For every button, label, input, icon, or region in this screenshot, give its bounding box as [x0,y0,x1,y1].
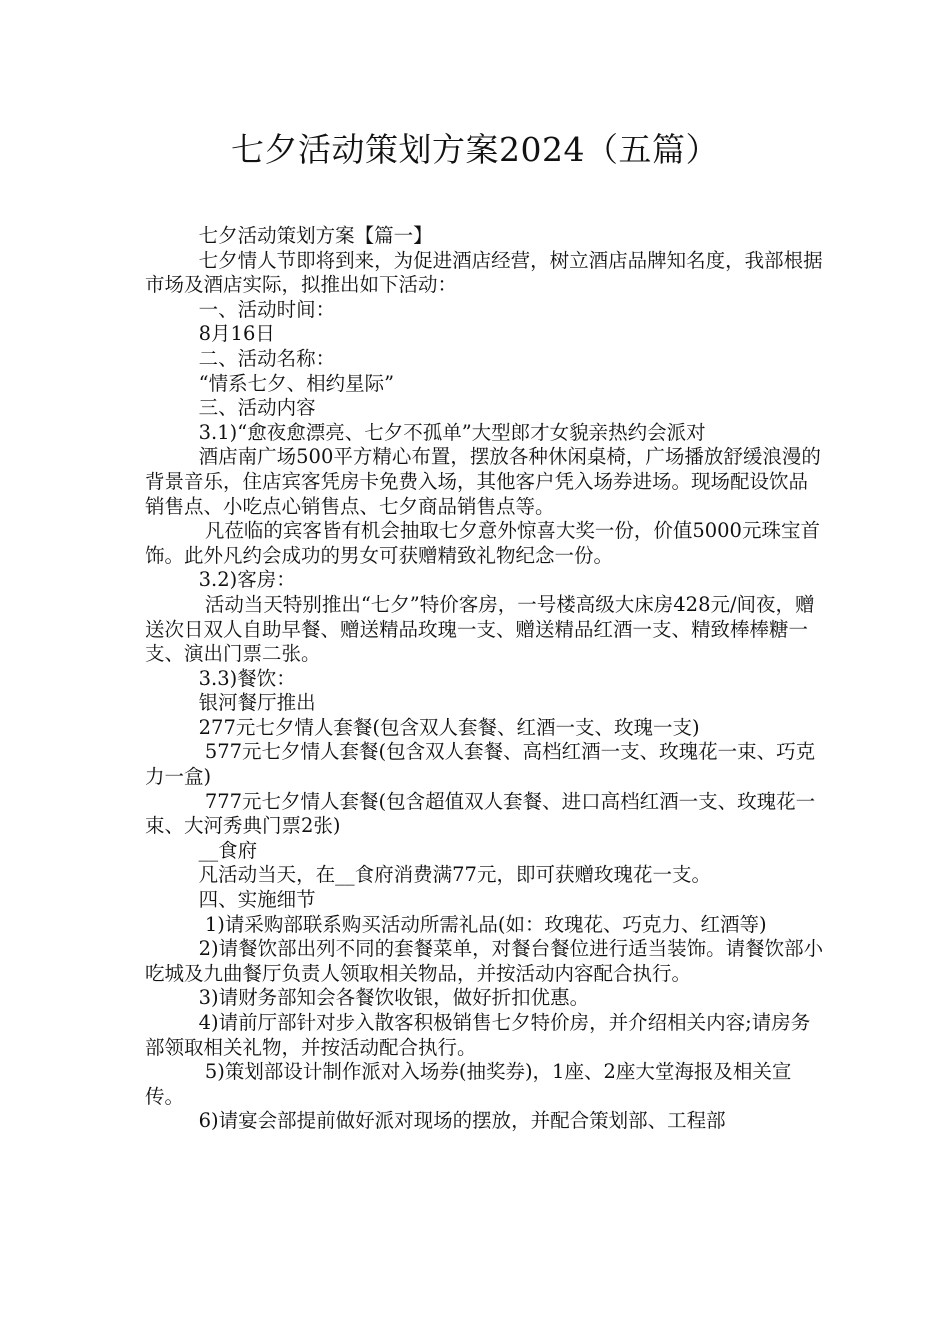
section-heading: 二、活动名称： [198,346,336,370]
subsection-heading: 3.1)“愈夜愈漂亮、七夕不孤单”大型郎才女貌亲热约会派对 [198,420,706,444]
list-item: 1)请采购部联系购买活动所需礼品(如：玫瑰花、巧克力、红酒等) [198,912,767,936]
paragraph: 777元七夕情人套餐(包含超值双人套餐、进口高档红酒一支、玫瑰花一束、大河秀典门票2张) [145,789,816,838]
section-heading: 一、活动时间： [198,297,336,321]
paragraph: 8月16日 [198,322,275,346]
list-item: 3)请财务部知会各餐饮收银，做好折扣优惠。 [198,986,590,1010]
paragraph: 577元七夕情人套餐(包含双人套餐、高档红酒一支、玫瑰花一束、巧克力一盒) [145,740,816,789]
list-item: 4)请前厅部针对步入散客积极销售七夕特价房，并介绍相关内容;请房务部领取相关礼物，并按活动配合执行。 [145,1011,811,1059]
paragraph: 活动当天特别推出“七夕”特价客房，一号楼高级大床房428元/间夜，赠送次日双人自助早餐、赠送精品玫瑰一支、赠送精品红酒一支、精致棒棒糖一支、演出门票二张。 [145,592,815,666]
paragraph: 277元七夕情人套餐(包含双人套餐、红酒一支、玫瑰一支) [198,715,700,739]
section-heading: 四、实施细节 [198,888,316,912]
paragraph: “情系七夕、相约星际” [198,371,395,395]
section-heading: 三、活动内容 [198,396,316,420]
list-item: 5)策划部设计制作派对入场券(抽奖券)，1座、2座大堂海报及相关宣传。 [145,1060,792,1108]
paragraph: 酒店南广场500平方精心布置，摆放各种休闲桌椅，广场播放舒缓浪漫的背景音乐，住店宾客凭房卡免费入场，其他客户凭入场券进场。现场配设饮品销售点、小吃点心销售点、七夕商品销售点等。 [145,445,821,518]
paragraph: 银河餐厅推出 [198,691,316,715]
list-item: 6)请宴会部提前做好派对现场的摆放，并配合策划部、工程部 [198,1109,726,1133]
paragraph: __食府 [198,838,258,862]
document-title: 七夕活动策划方案2024（五篇） [231,130,719,169]
paragraph: 凡莅临的宾客皆有机会抽取七夕意外惊喜大奖一份，价值5000元珠宝首饰。此外凡约会成功的男女可获赠精致礼物纪念一份。 [145,519,820,567]
document-body [145,224,825,1134]
subsection-heading: 3.2)客房： [198,568,296,592]
list-item: 2)请餐饮部出列不同的套餐菜单，对餐台餐位进行适当装饰。请餐饮部小吃城及九曲餐厅负责人领取相关物品，并按活动内容配合执行。 [145,937,824,985]
paragraph: 凡活动当天，在__食府消费满77元，即可获赠玫瑰花一支。 [198,863,711,887]
paragraph-intro: 七夕情人节即将到来，为促进酒店经营，树立酒店品牌知名度，我部根据市场及酒店实际，拟推出如下活动： [145,248,823,297]
section-heading: 七夕活动策划方案【篇一】 [198,224,433,247]
subsection-heading: 3.3)餐饮： [198,666,296,690]
